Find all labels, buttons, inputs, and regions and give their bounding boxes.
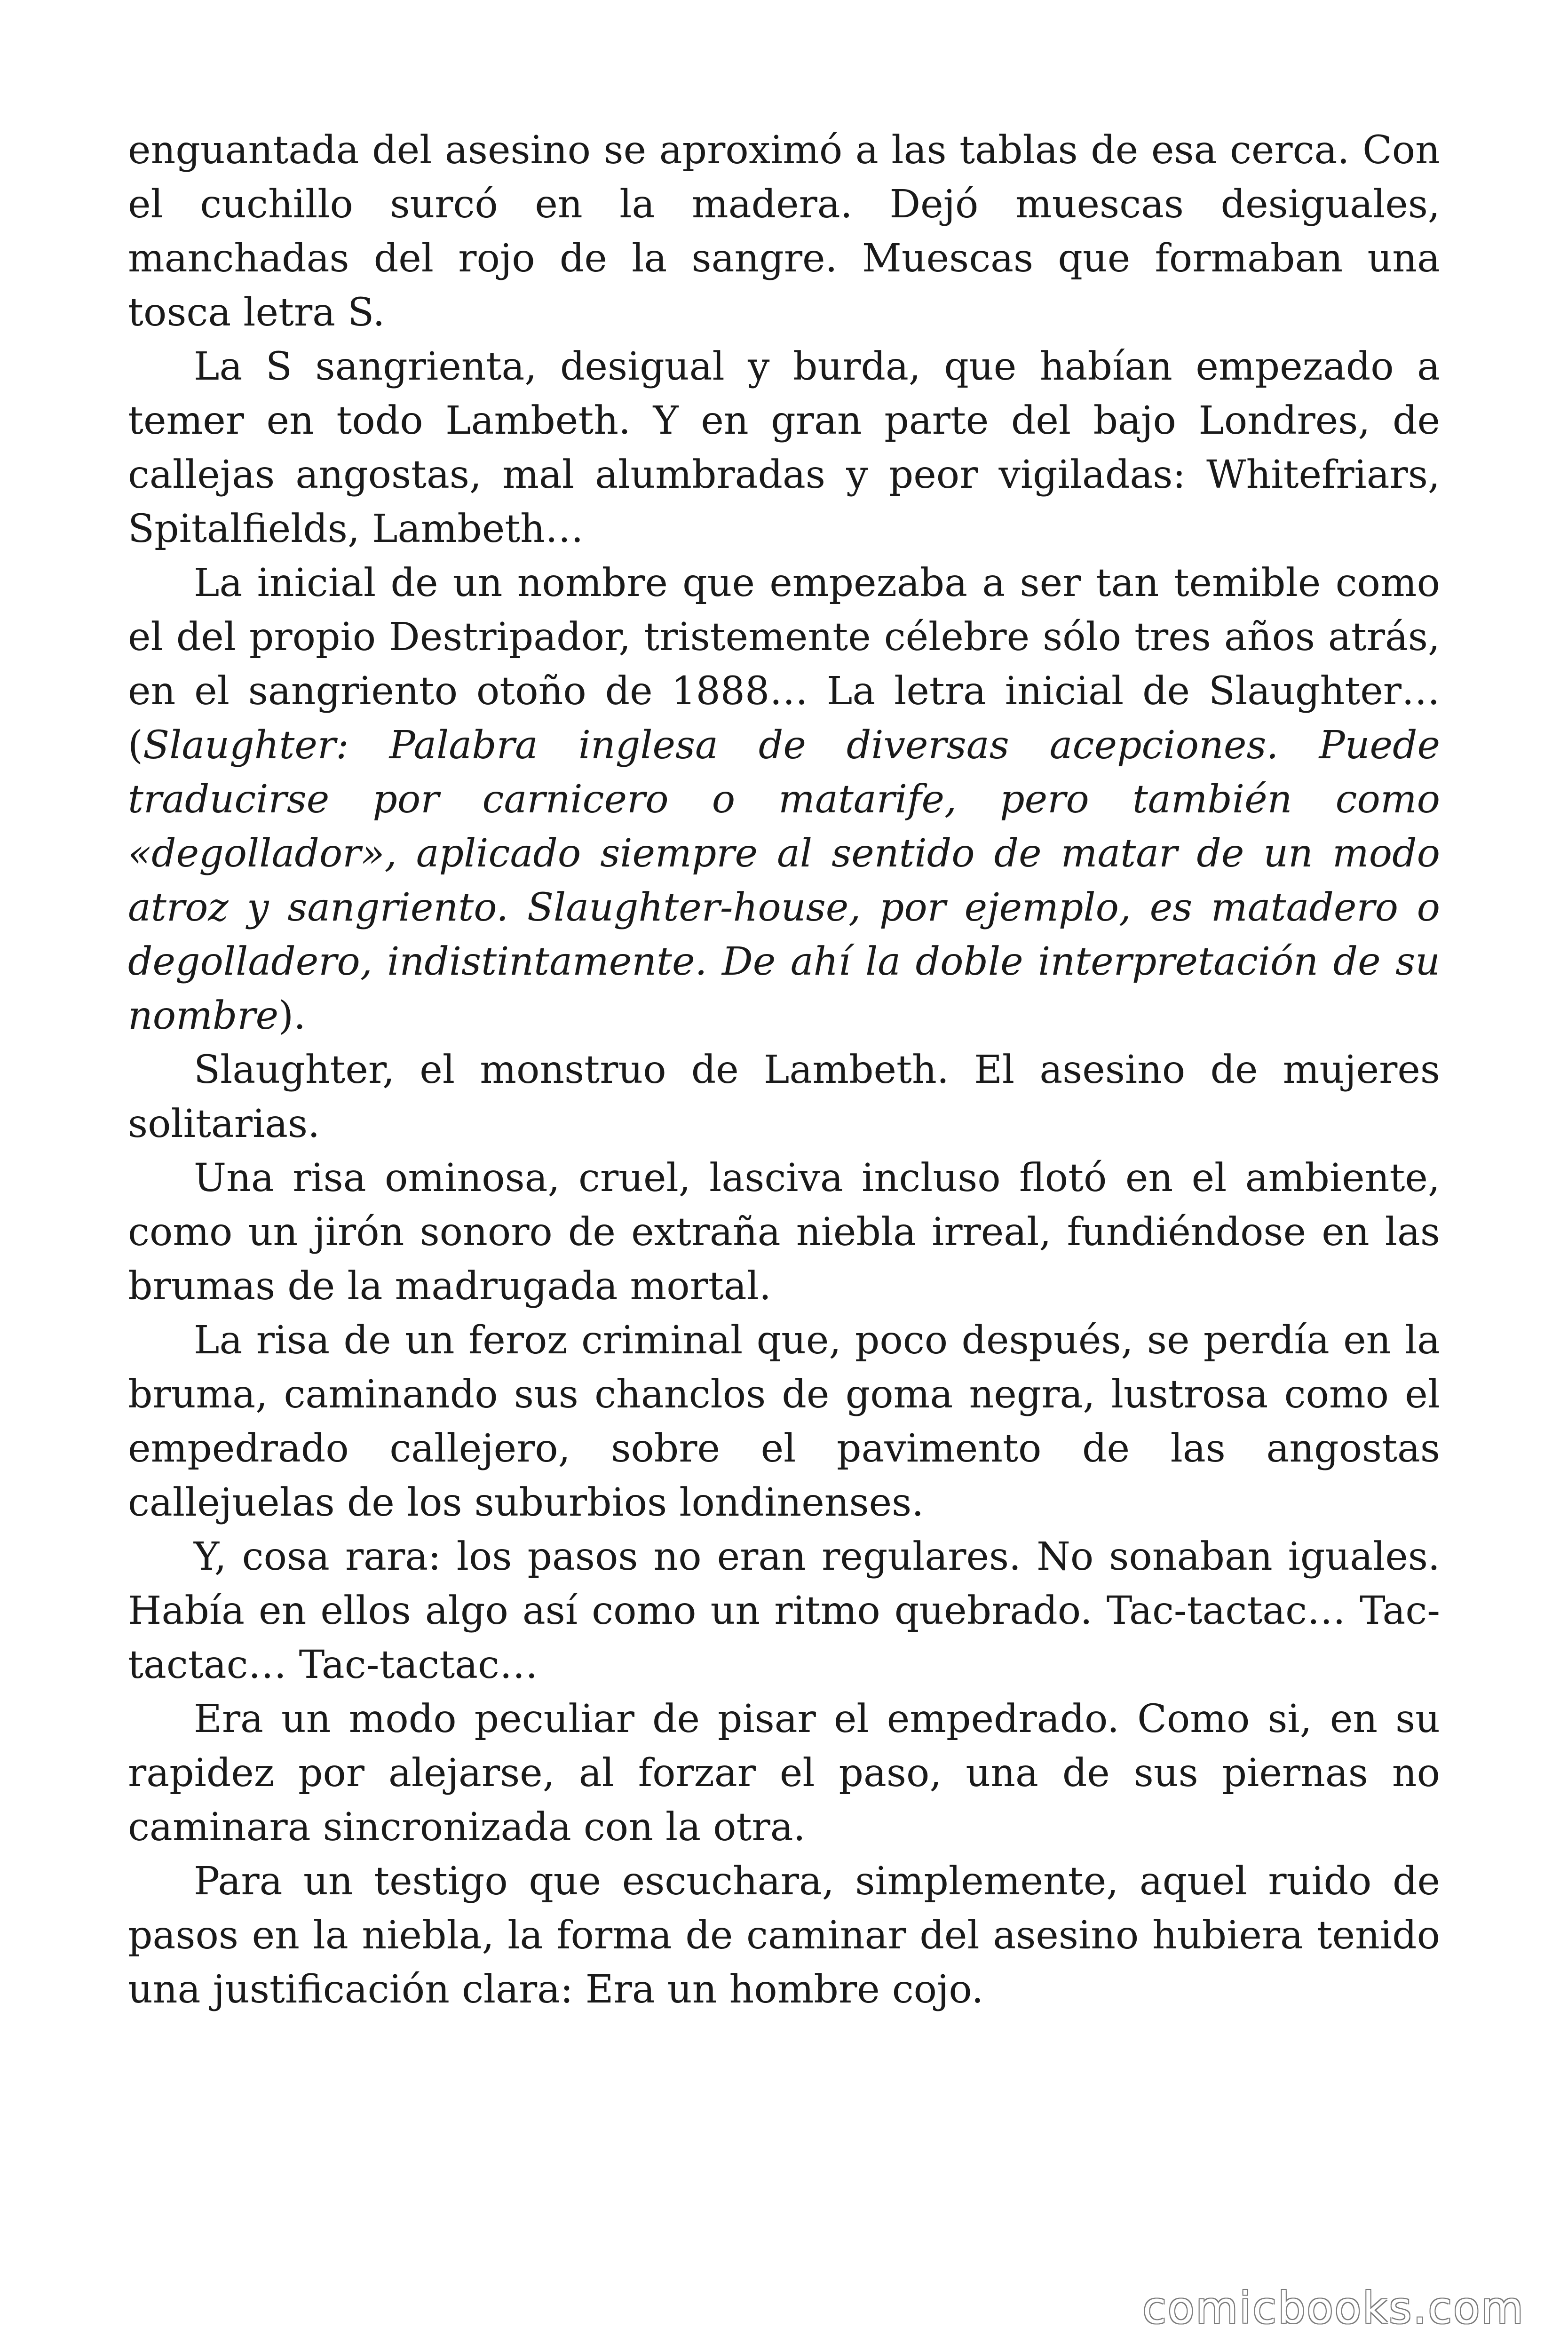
paragraph-6: La risa de un feroz criminal que, poco después, se perdía en la bruma, caminando sus chanclos de goma negra, lustrosa como el empedrado callejero, sobre el pavimento de las angostas callejuelas de los suburbios londinenses. — [128, 1318, 1440, 1525]
paragraph-1: enguantada del asesino se aproximó a las tablas de esa cerca. Con el cuchillo surcó en la madera. Dejó muescas desiguales, manchadas del rojo de la sangre. Muescas que formaban una tosca letra S. — [128, 128, 1440, 335]
footnote-definition: Slaughter: Palabra inglesa de diversas acepciones. Puede traducirse por carnicero o matarife, pero también como «degollador», aplicado siempre al sentido de matar de un modo atroz y sangriento. Slaughter-house, por ejemplo, es matadero o degolladero, indistintamente. De ahí la doble interpretación de su nombre — [128, 723, 1440, 1038]
paragraph-7: Y, cosa rara: los pasos no eran regulares. No sonaban iguales. Había en ellos algo así como un ritmo quebrado. Tac-tactac… Tac-tactac… Tac-tactac… — [128, 1534, 1440, 1687]
paragraph-8: Era un modo peculiar de pisar el empedrado. Como si, en su rapidez por alejarse, al forzar el paso, una de sus piernas no caminara sincronizada con la otra. — [128, 1697, 1440, 1850]
paragraph-2: La S sangrienta, desigual y burda, que habían empezado a temer en todo Lambeth. Y en gran parte del bajo Londres, de callejas angostas, mal alumbradas y peor vigiladas: Whitefriars, Spitalfields, Lambeth… — [128, 344, 1440, 551]
paragraph-9: Para un testigo que escuchara, simplemente, aquel ruido de pasos en la niebla, la forma de caminar del asesino hubiera tenido una justificación clara: Era un hombre cojo. — [128, 1859, 1440, 2012]
paragraph-5: Una risa ominosa, cruel, lasciva incluso flotó en el ambiente, como un jirón sonoro de extraña niebla irreal, fundiéndose en las brumas de la madrugada mortal. — [128, 1156, 1440, 1309]
paragraph-4: Slaughter, el monstruo de Lambeth. El asesino de mujeres solitarias. — [128, 1048, 1440, 1146]
watermark: comicbooks.com — [1142, 2283, 1525, 2333]
body-text — [128, 123, 1440, 2017]
paragraph-3-lead: La inicial de un nombre que empezaba a ser tan temible como el del propio Destripador, tristemente célebre sólo tres años atrás, en el sangriento otoño de 1888… La letra inicial de Slaughter… ( — [128, 561, 1440, 768]
paragraph-3-tail: ). — [278, 993, 306, 1038]
paragraph-3 — [128, 556, 1440, 1043]
